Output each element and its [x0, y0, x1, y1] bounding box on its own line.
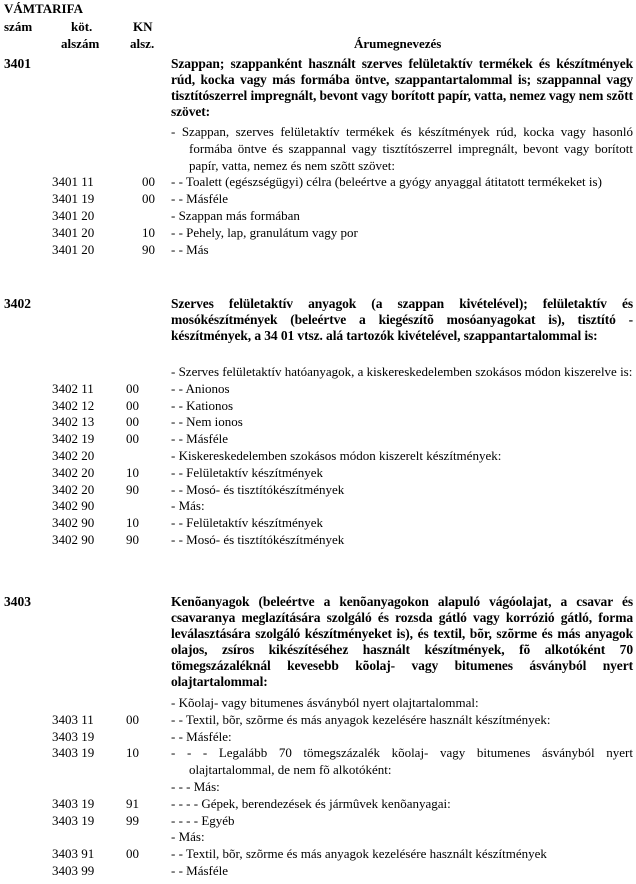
code-cell: 3402 20	[52, 447, 95, 463]
code-cell: 3402 90	[52, 498, 95, 514]
description-cell: - - Felületaktív készítmények	[171, 464, 323, 480]
kn-cell: 10	[126, 464, 139, 480]
code-cell: 3403 99	[52, 862, 95, 878]
list-item	[0, 846, 636, 863]
code-cell: 3401 20	[52, 207, 95, 223]
code-cell: 3403 11	[52, 711, 94, 727]
code-cell: 3403 19	[52, 728, 95, 744]
description-cell: - Szerves felületaktív hatóanyagok, a kiskereskedelemben szokásos módon kiszerelve is:	[171, 364, 633, 379]
list-item	[0, 532, 636, 549]
code-cell: 3402 20	[52, 481, 95, 497]
description-cell: - Más:	[171, 498, 205, 514]
heading-title: Szappan; szappanként használt szerves felületaktív termékek és készítmények rúd, kocka vagy más formába öntve, szappantartalommal is; szappannal vagy tisztítószerrel impregnált, bevont vagy borított papír, vatta, nemez vagy nem szõtt szövet:	[171, 56, 633, 119]
description-cell: - - Másféle:	[171, 728, 232, 744]
subheading-list	[0, 124, 636, 258]
description-cell: - - - Más:	[171, 778, 220, 794]
list-item	[0, 364, 636, 381]
list-item	[0, 191, 636, 208]
kn-cell: 00	[126, 431, 139, 447]
code-cell: 3402 13	[52, 414, 95, 430]
description-cell: - Szappan más formában	[171, 207, 300, 223]
code-cell: 3402 12	[52, 397, 95, 413]
heading-number: 3403	[4, 594, 31, 609]
list-item	[0, 745, 636, 779]
heading-number: 3401	[4, 56, 31, 71]
list-item	[0, 695, 636, 712]
heading-number: 3402	[4, 296, 31, 311]
description-cell: - - Másféle	[171, 431, 229, 447]
code-cell: 3402 19	[52, 431, 95, 447]
code-cell: 3402 11	[52, 380, 94, 396]
list-item	[0, 242, 636, 259]
kn-cell: 90	[126, 481, 139, 497]
list-item	[0, 515, 636, 532]
description-cell: - - Mosó- és tisztítókészítmények	[171, 481, 345, 497]
kn-cell: 00	[126, 414, 139, 430]
description-cell: - - Másféle	[171, 862, 229, 878]
description-cell: - - - - Egyéb	[171, 812, 235, 828]
code-cell: 3403 19	[52, 745, 95, 761]
list-item	[0, 465, 636, 482]
kn-cell: 00	[142, 174, 155, 190]
description-cell: - Más:	[171, 829, 205, 845]
kn-cell: 00	[126, 711, 139, 727]
kn-cell: 91	[126, 795, 139, 811]
heading-title: Szerves felületaktív anyagok (a szappan kivételével); felületaktív és mosókészítmények (beleértve a kiegészítõ mosóanyagokat is), tisztító - készítmények, a 34 01 vtsz. alá tartozók kivételével, szappantartalommal is:	[171, 296, 633, 343]
list-item	[0, 431, 636, 448]
description-cell: - - Textil, bõr, szõrme és más anyagok kezelésére használt készítmények	[171, 846, 547, 862]
code-cell: 3402 90	[52, 515, 95, 531]
description-cell: - - Nem ionos	[171, 414, 243, 430]
subheading-list	[0, 364, 636, 549]
col-header-kot: köt.	[71, 19, 93, 34]
list-item	[0, 448, 636, 465]
list-item	[0, 779, 636, 796]
heading-title: Kenõanyagok (beleértve a kenõanyagokon alapuló vágóolajat, a csavar és csavaranya meglazítására szolgáló és rozsda gátló vagy korrózió gátló, forma leválasztására szolgáló készítményeket is), és textil, bõr, szõrme és más anyagok olajos, zsíros kikészítéséhez használt készítmények, fõ alkotóként 70 tömegszázaléknál kevesebb kõolaj- vagy bitumenes ásványból nyert olajtartalommal:	[171, 594, 633, 689]
description-cell: - - Másféle	[171, 191, 229, 207]
code-cell: 3402 20	[52, 464, 95, 480]
description-cell: - - - - Gépek, berendezések és jármûvek kenõanyagai:	[171, 795, 451, 811]
description-cell: - - Felületaktív készítmények	[171, 515, 323, 531]
kn-cell: 90	[142, 241, 155, 257]
description-cell: - - Kationos	[171, 397, 234, 413]
list-item	[0, 398, 636, 415]
kn-cell: 90	[126, 531, 139, 547]
list-item	[0, 208, 636, 225]
description-cell: - - - Legalább 70 tömegszázalék kõolaj- vagy bitumenes ásványból nyert olajtartalommal, de nem fõ alkotóként:	[171, 745, 633, 778]
description-cell: - - Pehely, lap, granulátum vagy por	[171, 224, 358, 240]
code-cell: 3401 19	[52, 191, 95, 207]
list-item	[0, 124, 636, 174]
col-header-kn-alsz: alsz.	[130, 36, 155, 51]
description-cell: - Kiskereskedelemben szokásos módon kiszerelt készítmények:	[171, 447, 502, 463]
kn-cell: 00	[126, 397, 139, 413]
description-cell: - Szappan, szerves felületaktív termékek és készítmények rúd, kocka vagy hasonló formába öntve és szappannal vagy tisztítószerrel impregnált, bevont vagy borított papír, vatta, nemez és nem szõtt szövet:	[171, 124, 633, 173]
kn-cell: 00	[126, 380, 139, 396]
list-item	[0, 381, 636, 398]
description-cell: - - Anionos	[171, 380, 230, 396]
list-item	[0, 225, 636, 242]
list-item	[0, 863, 636, 880]
list-item	[0, 829, 636, 846]
code-cell: 3402 90	[52, 531, 95, 547]
description-cell: - - Toalett (egészségügyi) célra (beleértve a gyógy anyaggal átitatott termékeket is)	[171, 174, 602, 190]
col-header-szam: szám	[4, 19, 33, 34]
code-cell: 3403 19	[52, 812, 95, 828]
description-cell: - - Más	[171, 241, 209, 257]
list-item	[0, 813, 636, 830]
list-item	[0, 729, 636, 746]
col-header-kn: KN	[133, 19, 153, 34]
description-cell: - Kõolaj- vagy bitumenes ásványból nyert olajtartalommal:	[171, 695, 479, 710]
col-header-alszam: alszám	[61, 36, 100, 51]
list-item	[0, 796, 636, 813]
code-cell: 3401 11	[52, 174, 94, 190]
kn-cell: 00	[126, 846, 139, 862]
list-item	[0, 498, 636, 515]
kn-cell: 10	[142, 224, 155, 240]
description-cell: - - Textil, bõr, szõrme és más anyagok kezelésére használt készítmények:	[171, 711, 551, 727]
subheading-list	[0, 695, 636, 880]
description-cell: - - Mosó- és tisztítókészítmények	[171, 531, 345, 547]
kn-cell: 10	[126, 745, 139, 761]
list-item	[0, 482, 636, 499]
list-item	[0, 174, 636, 191]
code-cell: 3401 20	[52, 224, 95, 240]
code-cell: 3403 91	[52, 846, 95, 862]
kn-cell: 00	[142, 191, 155, 207]
list-item	[0, 712, 636, 729]
kn-cell: 99	[126, 812, 139, 828]
list-item	[0, 414, 636, 431]
col-header-arumegnevezes: Árumegnevezés	[354, 36, 442, 51]
kn-cell: 10	[126, 515, 139, 531]
code-cell: 3401 20	[52, 241, 95, 257]
code-cell: 3403 19	[52, 795, 95, 811]
document-title: VÁMTARIFA	[4, 1, 83, 16]
